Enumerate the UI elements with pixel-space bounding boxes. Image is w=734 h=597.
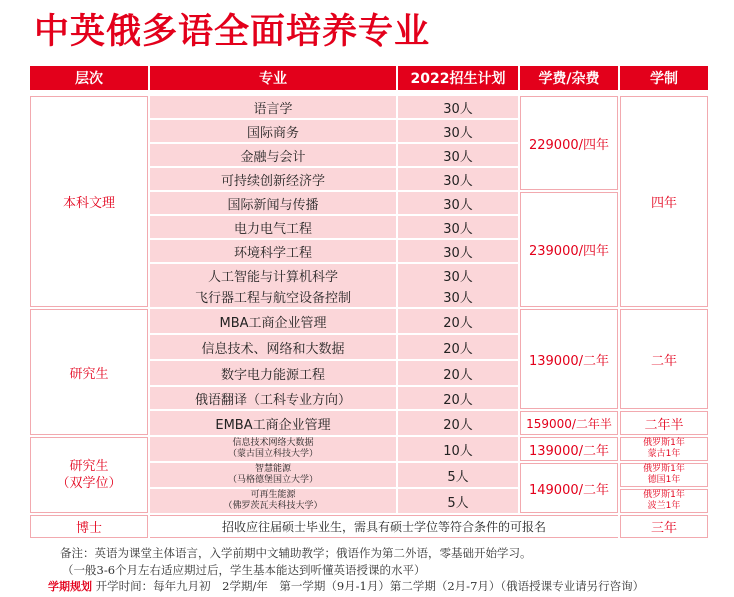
plan-cell: 30人 [398,192,518,214]
major-cell: 国际新闻与传播 [150,192,396,214]
level-master: 研究生 [30,309,148,435]
plan-cell: 20人 [398,335,518,359]
fee-cell: 149000/二年 [520,463,618,513]
level-dual [30,437,148,513]
major-cell: 俄语翻译（工科专业方向） [150,387,396,409]
plan-cell: 30人 [398,216,518,238]
header-level: 层次 [30,66,148,90]
level-phd: 博士 [30,515,148,538]
fee-cell: 139000/二年 [520,437,618,461]
header-major: 专业 [150,66,396,90]
fee-cell: 239000/四年 [520,192,618,307]
header-fee: 学费/杂费 [520,66,618,90]
plan-cell: 30人 [398,264,518,286]
fee-cell: 159000/二年半 [520,411,618,435]
dual-major-line1: 智慧能源 [254,464,291,474]
duration-line1: 俄罗斯1年 [643,438,685,448]
plan-cell: 30人 [398,240,518,262]
major-cell: 人工智能与计算机科学 [150,264,396,286]
major-cell: 金融与会计 [150,144,396,166]
duration-cell: 二年 [620,309,708,409]
semester-plan-label: 学期规划 [48,580,92,593]
fee-cell: 139000/二年 [520,309,618,409]
plan-cell: 5人 [398,489,518,513]
duration-cell: 二年半 [620,411,708,435]
header-duration: 学制 [620,66,708,90]
dual-major-line1: 可再生能源 [250,490,296,500]
level-bachelor: 本科文理 [30,96,148,307]
semester-plan-text: 开学时间：每年九月初 2学期/年 第一学期（9月-1月）第二学期（2月-7月）（俄语授课专业请另行咨询） [95,579,645,593]
plan-cell: 20人 [398,411,518,435]
dual-major-line1: 信息技术网络大数据 [232,438,314,448]
plan-cell: 20人 [398,361,518,385]
duration-cell [620,437,708,461]
semester-plan [48,578,644,594]
major-cell: 国际商务 [150,120,396,142]
plan-cell: 30人 [398,96,518,118]
major-cell: 数字电力能源工程 [150,361,396,385]
major-cell: 电力电气工程 [150,216,396,238]
plan-cell: 5人 [398,463,518,487]
duration-cell [620,463,708,487]
level-dual-line1: 研究生 [69,459,109,474]
duration-line1: 俄罗斯1年 [643,464,685,474]
dual-major-line2: （蒙古国立科技大学） [227,449,318,459]
note-line2: （一般3-6个月左右适应期过后，学生基本能达到听懂英语授课的水平） [62,563,426,577]
page-title: 中英俄多语全面培养专业 [34,12,431,52]
note-line1: 备注：英语为课堂主体语言，入学前期中文辅助教学；俄语作为第二外语，零基础开始学习。 [60,546,532,560]
dual-major-cell [150,437,396,461]
major-cell: 环境科学工程 [150,240,396,262]
plan-cell: 10人 [398,437,518,461]
dual-major-line2: （马格德堡国立大学） [227,475,318,485]
dual-major-cell [150,463,396,487]
plan-cell: 20人 [398,309,518,333]
major-cell: 语言学 [150,96,396,118]
major-cell: 飞行器工程与航空设备控制 [150,286,396,307]
duration-cell [620,489,708,513]
major-cell: MBA工商企业管理 [150,309,396,333]
plan-cell: 30人 [398,168,518,190]
fee-cell: 229000/四年 [520,96,618,190]
level-dual-line2: （双学位） [56,476,122,491]
major-cell: 可持续创新经济学 [150,168,396,190]
plan-cell: 30人 [398,120,518,142]
major-cell: 信息技术、网络和大数据 [150,335,396,359]
dual-major-line2: （佛罗茨瓦夫科技大学） [223,501,323,511]
duration-line1: 俄罗斯1年 [643,490,685,500]
plan-cell: 30人 [398,144,518,166]
dual-major-cell [150,489,396,513]
plan-cell: 20人 [398,387,518,409]
duration-cell: 三年 [620,515,708,538]
duration-line2: 德国1年 [647,475,681,485]
major-cell: EMBA工商企业管理 [150,411,396,435]
duration-line2: 蒙古1年 [647,449,681,459]
header-plan: 2022招生计划 [398,66,518,90]
duration-line2: 波兰1年 [647,501,681,511]
duration-cell: 四年 [620,96,708,307]
phd-note: 招收应往届硕士毕业生，需具有硕士学位等符合条件的可报名 [150,515,618,538]
plan-cell: 30人 [398,286,518,307]
